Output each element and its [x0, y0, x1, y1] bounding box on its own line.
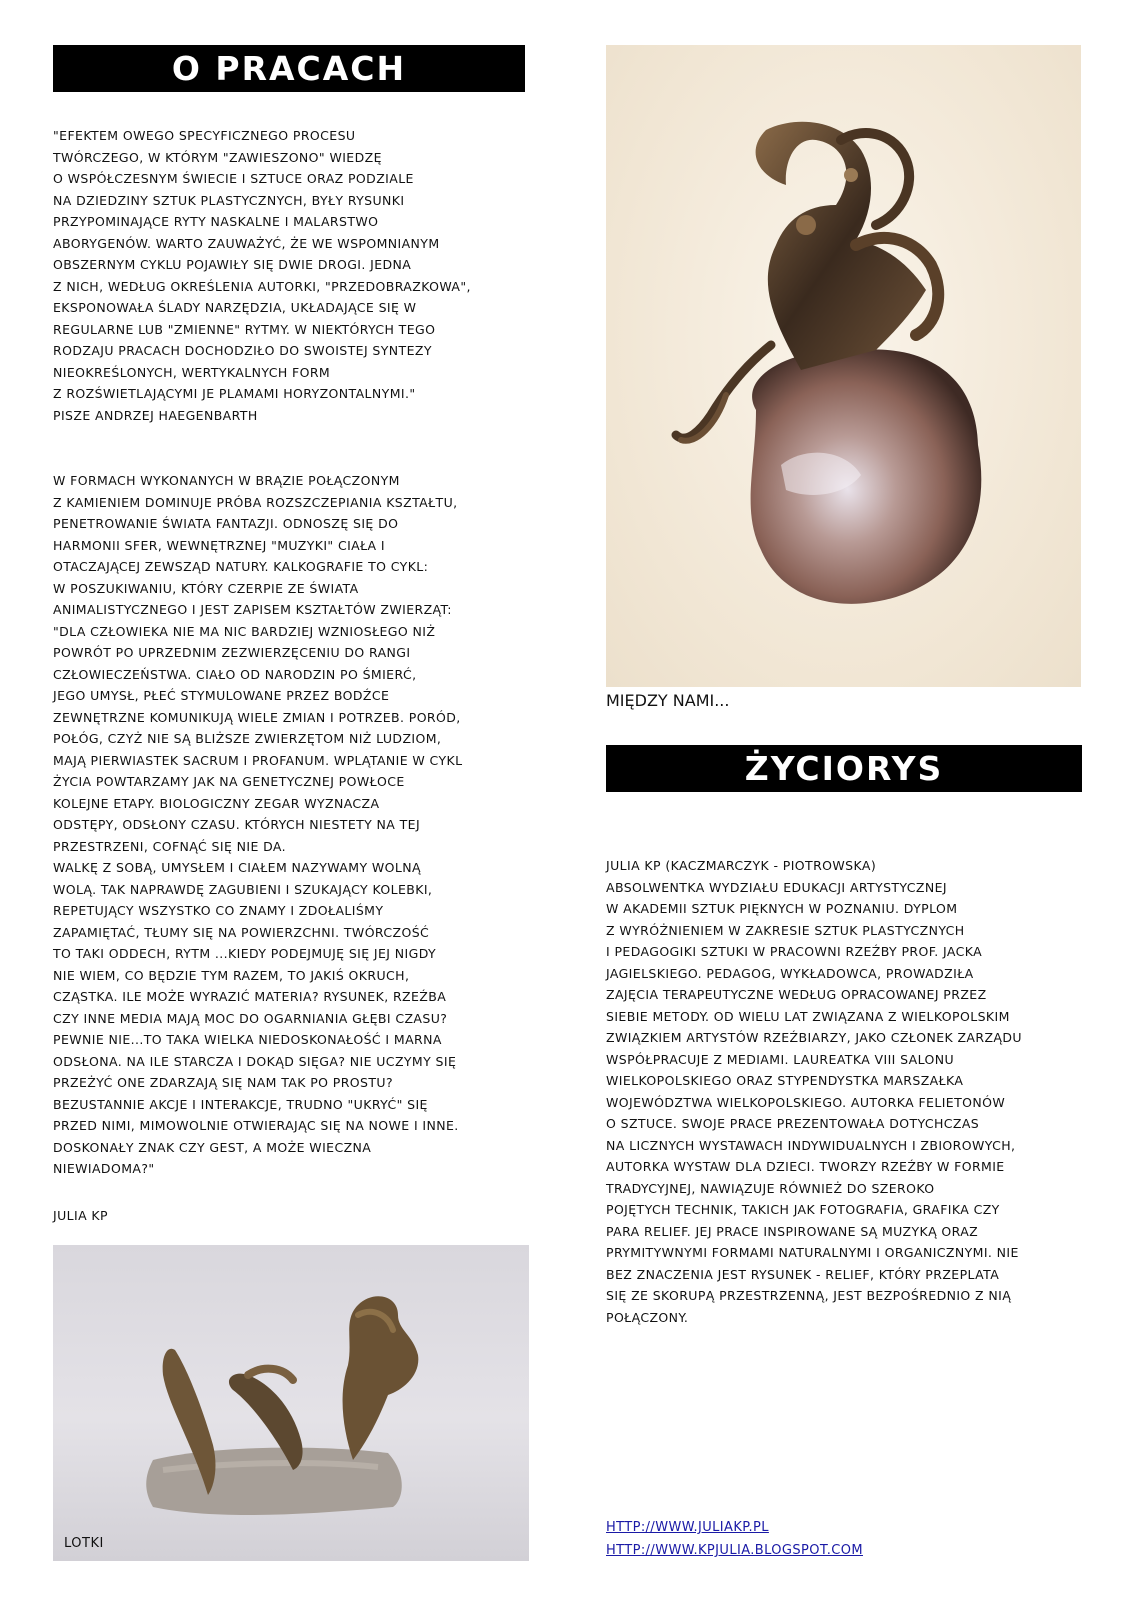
- sculpture-lotki-image: [53, 1245, 529, 1561]
- photo-caption-miedzy-nami: MIĘDZY NAMI...: [606, 691, 730, 710]
- artist-essay: W FORMACH WYKONANYCH W BRĄZIE POŁĄCZONYM Z KAMIENIEM DOMINUJE PRÓBA ROZSZCZEPIANIA KSZTAŁTU, PENETROWANIE ŚWIATA FANTAZJI. ODNOSZĘ SIĘ DO HARMONII SFER, WEWNĘTRZNEJ "MUZYKI" CIAŁA I OTACZAJĄCEJ ZEWSZĄD NATURY. KALKOGRAFIE TO CYKL: W POSZUKIWANIU, KTÓRY CZERPIE ZE ŚWIATA ANIMALISTYCZNEGO I JEST ZAPISEM KSZTAŁTÓW ZWIERZĄT: "DLA CZŁOWIEKA NIE MA NIC BARDZIEJ WZNIOSŁEGO NIŻ POWRÓT PO UPRZEDNIM ZEZWIERZĘCENIU DO RANGI CZŁOWIECZEŃSTWA. CIAŁO OD NARODZIN PO ŚMIERĆ, JEGO UMYSŁ, PŁEĆ STYMULOWANE PRZEZ BODŹCE ZEWNĘTRZNE KOMUNIKUJĄ WIELE ZMIAN I POTRZEB. PORÓD, POŁÓG, CZYŻ NIE SĄ BLIŻSZE ZWIERZĘTOM NIŻ LUDZIOM, MAJĄ PIERWIASTEK SACRUM I PROFANUM. WPLĄTANIE W CYKL ŻYCIA POWTARZAMY JAK NA GENETYCZNEJ POWŁOCE KOLEJNE ETAPY. BIOLOGICZNY ZEGAR WYZNACZA ODSTĘPY, ODSŁONY CZASU. KTÓRYCH NIESTETY NA TEJ PRZESTRZENI, COFNĄĆ SIĘ NIE DA. WALKĘ Z SOBĄ, UMYSŁEM I CIAŁEM NAZYWAMY WOLNĄ WOLĄ. TAK NAPRAWDĘ ZAGUBIENI I SZUKAJĄCY KOLEBKI, REPETUJĄCY WSZYSTKO CO ZNAMY I ZDOŁALIŚMY ZAPAMIĘTAĆ, TŁUMY SIĘ NA POWIERZCHNI. TWÓRCZOŚĆ TO TAKI ODDECH, RYTM ...KIEDY PODEJMUJĘ SIĘ JEJ NIGDY NIE WIEM, CO BĘDZIE TYM RAZEM, TO JAKIŚ OKRUCH, CZĄSTKA. ILE MOŻE WYRAZIĆ MATERIA? RYSUNEK, RZEŹBA CZY INNE MEDIA MAJĄ MOC DO OGARNIANIA GŁĘBI CZASU? PEWNIE NIE...TO TAKA WIELKA NIEDOSKONAŁOŚĆ I MARNA ODSŁONA. NA ILE STARCZA I DOKĄD SIĘGA? NIE UCZYMY SIĘ PRZEŻYĆ ONE ZDARZAJĄ SIĘ NAM TAK PO PROSTU? BEZUSTANNIE AKCJE I INTERAKCJE, TRUDNO "UKRYĆ" SIĘ PRZED NIMI, MIMOWOLNIE OTWIERAJĄC SIĘ NA NOWE I INNE. DOSKONAŁY ZNAK CZY GEST, A MOŻE WIECZNA NIEWIADOMA?": [53, 473, 463, 1176]
- essay-signature: JULIA KP: [53, 1208, 108, 1223]
- section-heading-o-pracach: O PRACACH: [53, 45, 525, 92]
- sculpture-bronze-on-stone-image: [606, 45, 1081, 687]
- sculpture-photo-lotki: [53, 1245, 529, 1561]
- haegenbarth-quote: "EFEKTEM OWEGO SPECYFICZNEGO PROCESU TWÓRCZEGO, W KTÓRYM "ZAWIESZONO" WIEDZĘ O WSPÓŁCZESNYM ŚWIECIE I SZTUCE ORAZ PODZIALE NA DZIEDZINY SZTUK PLASTYCZNYCH, BYŁY RYSUNKI PRZYPOMINAJĄCE RYTY NASKALNE I MALARSTWO ABORYGENÓW. WARTO ZAUWAŻYĆ, ŻE WE WSPOMNIANYM OBSZERNYM CYKLU POJAWIŁY SIĘ DWIE DROGI. JEDNA Z NICH, WEDŁUG OKREŚLENIA AUTORKI, "PRZEDOBRAZKOWA", EKSPONOWAŁA ŚLADY NARZĘDZIA, UKŁADAJĄCE SIĘ W REGULARNE LUB "ZMIENNE" RYTMY. W NIEKTÓRYCH TEGO RODZAJU PRACACH DOCHODZIŁO DO SWOISTEJ SYNTEZY NIEOKREŚLONYCH, WERTYKALNYCH FORM Z ROZŚWIETLAJĄCYMI JE PLAMAMI HORYZONTALNYMI." PISZE ANDRZEJ HAEGENBARTH: [53, 128, 471, 423]
- photo-caption-lotki: LOTKI: [64, 1536, 104, 1551]
- artist-biography: JULIA KP (KACZMARCZYK - PIOTROWSKA) ABSOLWENTKA WYDZIAŁU EDUKACJI ARTYSTYCZNEJ W AKADEMII SZTUK PIĘKNYCH W POZNANIU. DYPLOM Z WYRÓŻNIENIEM W ZAKRESIE SZTUK PLASTYCZNYCH I PEDAGOGIKI SZTUKI W PRACOWNI RZEŹBY PROF. JACKA JAGIELSKIEGO. PEDAGOG, WYKŁADOWCA, PROWADZIŁA ZAJĘCIA TERAPEUTYCZNE WEDŁUG OPRACOWANEJ PRZEZ SIEBIE METODY. OD WIELU LAT ZWIĄZANA Z WIELKOPOLSKIM ZWIĄZKIEM ARTYSTÓW RZEŹBIARZY, JAKO CZŁONEK ZARZĄDU WSPÓŁPRACUJE Z MEDIAMI. LAUREATKA VIII SALONU WIELKOPOLSKIEGO ORAZ STYPENDYSTKA MARSZAŁKA WOJEWÓDZTWA WIELKOPOLSKIEGO. AUTORKA FELIETONÓW O SZTUCE. SWOJE PRACE PREZENTOWAŁA DOTYCHCZAS NA LICZNYCH WYSTAWACH INDYWIDUALNYCH I ZBIOROWYCH, AUTORKA WYSTAW DLA DZIECI. TWORZY RZEŹBY W FORMIE TRADYCYJNEJ, NAWIĄZUJE RÓWNIEŻ DO SZEROKO POJĘTYCH TECHNIK, TAKICH JAK FOTOGRAFIA, GRAFIKA CZY PARA RELIEF. JEJ PRACE INSPIROWANE SĄ MUZYKĄ ORAZ PRYMITYWNYMI FORMAMI NATURALNYMI I ORGANICZNYMI. NIE BEZ ZNACZENIA JEST RYSUNEK - RELIEF, KTÓRY PRZEPLATA SIĘ ZE SKORUPĄ PRZESTRZENNĄ, JEST BEZPOŚREDNIO Z NIĄ POŁĄCZONY.: [606, 858, 1022, 1325]
- website-link-juliakp[interactable]: HTTP://WWW.JULIAKP.PL: [606, 1520, 769, 1535]
- sculpture-photo-miedzy-nami: [606, 45, 1081, 710]
- section-heading-zyciorys: ŻYCIORYS: [606, 745, 1082, 792]
- website-link-blog[interactable]: HTTP://WWW.KPJULIA.BLOGSPOT.COM: [606, 1543, 863, 1558]
